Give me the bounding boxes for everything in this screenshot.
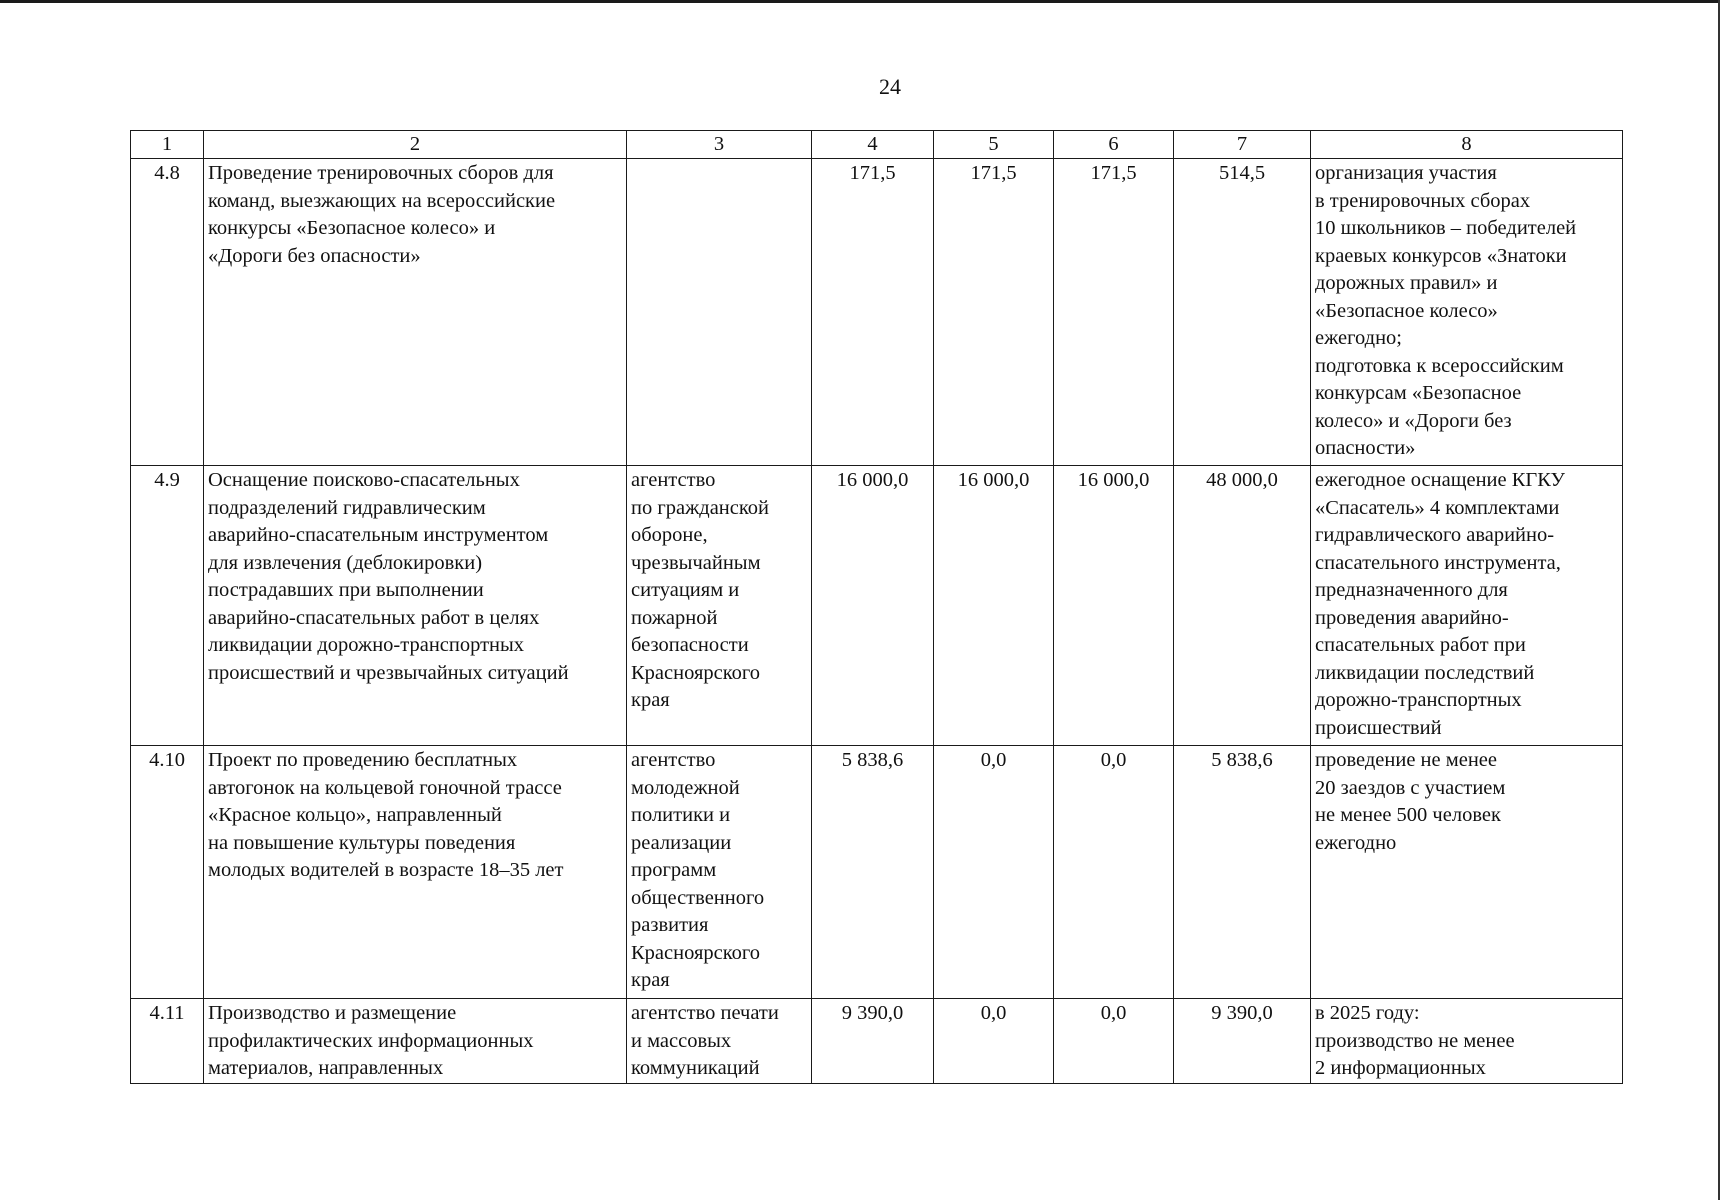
amount-year-3: 0,0 <box>1054 999 1174 1084</box>
measures-table <box>130 130 1623 1084</box>
amount-year-2: 16 000,0 <box>934 466 1054 746</box>
amount-year-3: 0,0 <box>1054 746 1174 999</box>
amount-total: 48 000,0 <box>1174 466 1311 746</box>
amount-total: 9 390,0 <box>1174 999 1311 1084</box>
amount-year-2: 171,5 <box>934 159 1054 466</box>
column-header: 1 <box>131 131 204 159</box>
amount-year-1: 16 000,0 <box>812 466 934 746</box>
column-header: 7 <box>1174 131 1311 159</box>
expected-result: ежегодное оснащение КГКУ «Спасатель» 4 комплектами гидравлического аварийно- спасательного инструмента, предназначенного для проведения аварийно- спасательных работ при ликвидации последствий дорожно-транспортных происшествий <box>1311 466 1623 746</box>
table-row <box>131 999 1623 1084</box>
executor-cell: агентство молодежной политики и реализации программ общественного развития Красноярского края <box>627 746 812 999</box>
amount-year-2: 0,0 <box>934 746 1054 999</box>
row-number: 4.11 <box>131 999 204 1084</box>
amount-year-2: 0,0 <box>934 999 1054 1084</box>
row-number: 4.9 <box>131 466 204 746</box>
row-number: 4.8 <box>131 159 204 466</box>
column-header: 2 <box>204 131 627 159</box>
column-header: 4 <box>812 131 934 159</box>
amount-year-1: 5 838,6 <box>812 746 934 999</box>
table-row <box>131 159 1623 466</box>
measure-description: Оснащение поисково-спасательных подразделений гидравлическим аварийно-спасательным инструментом для извлечения (деблокировки) пострадавших при выполнении аварийно-спасательных работ в целях ликвидации дорожно-транспортных происшествий и чрезвычайных ситуаций <box>204 466 627 746</box>
amount-total: 5 838,6 <box>1174 746 1311 999</box>
column-header: 3 <box>627 131 812 159</box>
measure-description: Проект по проведению бесплатных автогонок на кольцевой гоночной трассе «Красное кольцо», направленный на повышение культуры поведения молодых водителей в возрасте 18–35 лет <box>204 746 627 999</box>
header-row <box>131 131 1623 159</box>
column-header: 8 <box>1311 131 1623 159</box>
executor-cell <box>627 159 812 466</box>
amount-total: 514,5 <box>1174 159 1311 466</box>
amount-year-1: 9 390,0 <box>812 999 934 1084</box>
expected-result: проведение не менее 20 заездов с участием не менее 500 человек ежегодно <box>1311 746 1623 999</box>
amount-year-1: 171,5 <box>812 159 934 466</box>
expected-result: в 2025 году: производство не менее 2 информационных <box>1311 999 1623 1084</box>
amount-year-3: 171,5 <box>1054 159 1174 466</box>
page-number: 24 <box>879 74 901 99</box>
table-row <box>131 466 1623 746</box>
row-number: 4.10 <box>131 746 204 999</box>
measure-description: Проведение тренировочных сборов для команд, выезжающих на всероссийские конкурсы «Безопасное колесо» и «Дороги без опасности» <box>204 159 627 466</box>
measure-description: Производство и размещение профилактических информационных материалов, направленных <box>204 999 627 1084</box>
table-row <box>131 746 1623 999</box>
amount-year-3: 16 000,0 <box>1054 466 1174 746</box>
expected-result: организация участия в тренировочных сборах 10 школьников – победителей краевых конкурсов «Знатоки дорожных правил» и «Безопасное колесо» ежегодно; подготовка к всероссийским конкурсам «Безопасное колесо» и «Дороги без опасности» <box>1311 159 1623 466</box>
column-header: 5 <box>934 131 1054 159</box>
column-header: 6 <box>1054 131 1174 159</box>
executor-cell: агентство по гражданской обороне, чрезвычайным ситуациям и пожарной безопасности Красноярского края <box>627 466 812 746</box>
executor-cell: агентство печати и массовых коммуникаций <box>627 999 812 1084</box>
top-border-line <box>0 0 1720 3</box>
